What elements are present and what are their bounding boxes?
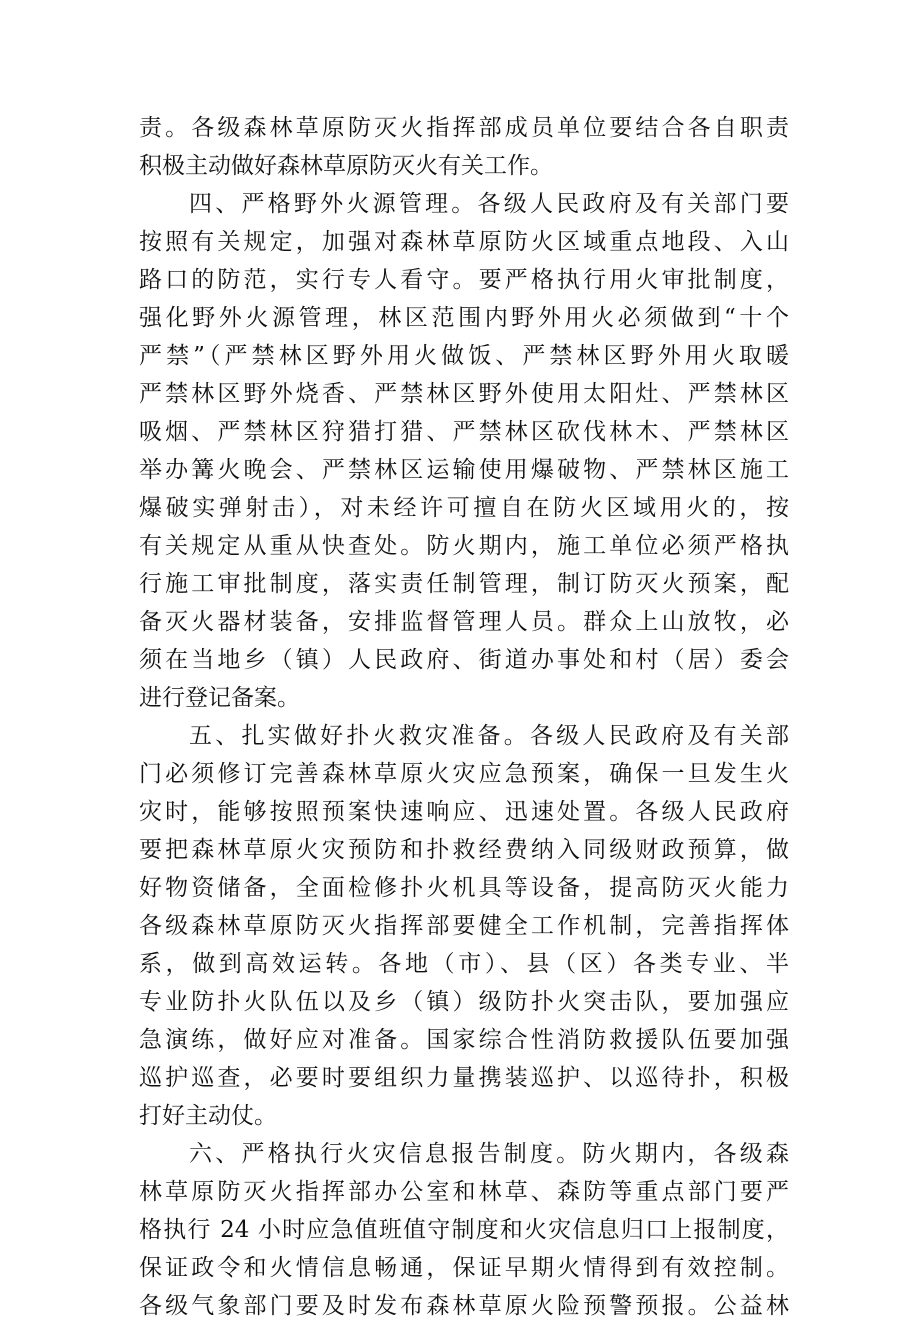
text-line: 林草原防灭火指挥部办公室和林草、森防等重点部门要严 <box>139 1179 789 1205</box>
text-line: 严禁”（严禁林区野外用火做饭、严禁林区野外用火取暖 <box>139 343 789 369</box>
text-line: 格执行 24 小时应急值班值守制度和火灾信息归口上报制度， <box>139 1217 789 1243</box>
paragraph <box>139 717 789 1135</box>
text-line: 备灭火器材装备，安排监督管理人员。群众上山放牧，必 <box>139 609 789 635</box>
paragraph <box>139 185 789 717</box>
text-line: 要把森林草原火灾预防和扑救经费纳入同级财政预算，做 <box>139 837 789 863</box>
text-line: 专业防扑火队伍以及乡（镇）级防扑火突击队，要加强应 <box>139 989 789 1015</box>
text-line: 进行登记备案。 <box>139 685 300 711</box>
text-line: 路口的防范，实行专人看守。要严格执行用火审批制度， <box>139 267 789 293</box>
text-line: 打好主动仗。 <box>139 1103 277 1129</box>
text-line: 巡护巡查，必要时要组织力量携装巡护、以巡待扑，积极 <box>139 1065 789 1091</box>
text-line: 举办篝火晚会、严禁林区运输使用爆破物、严禁林区施工 <box>139 457 789 483</box>
text-line: 五、扎实做好扑火救灾准备。各级人民政府及有关部 <box>189 723 789 749</box>
text-line: 严禁林区野外烧香、严禁林区野外使用太阳灶、严禁林区 <box>139 381 789 407</box>
text-line: 责。各级森林草原防灭火指挥部成员单位要结合各自职责 <box>139 115 789 141</box>
text-line: 急演练，做好应对准备。国家综合性消防救援队伍要加强 <box>139 1027 789 1053</box>
paragraph <box>139 109 789 185</box>
text-line: 有关规定从重从快查处。防火期内，施工单位必须严格执 <box>139 533 789 559</box>
text-line: 须在当地乡（镇）人民政府、街道办事处和村（居）委会 <box>139 647 789 673</box>
text-line: 四、严格野外火源管理。各级人民政府及有关部门要 <box>189 191 789 217</box>
text-line: 系，做到高效运转。各地（市）、县（区）各类专业、半 <box>139 951 789 977</box>
text-line: 各级森林草原防灭火指挥部要健全工作机制，完善指挥体 <box>139 913 789 939</box>
text-line: 门必须修订完善森林草原火灾应急预案，确保一旦发生火 <box>139 761 789 787</box>
text-line: 积极主动做好森林草原防灭火有关工作。 <box>139 153 553 179</box>
text-line: 好物资储备，全面检修扑火机具等设备，提高防灭火能力 <box>139 875 789 901</box>
text-line: 灾时，能够按照预案快速响应、迅速处置。各级人民政府 <box>139 799 789 825</box>
text-line: 六、严格执行火灾信息报告制度。防火期内，各级森 <box>189 1141 789 1167</box>
text-line: 行施工审批制度，落实责任制管理，制订防灭火预案，配 <box>139 571 789 597</box>
text-line: 各级气象部门要及时发布森林草原火险预警预报。公益林 <box>139 1293 789 1319</box>
text-line: 吸烟、严禁林区狩猎打猎、严禁林区砍伐林木、严禁林区 <box>139 419 789 445</box>
paragraph <box>139 1135 789 1325</box>
text-line: 按照有关规定，加强对森林草原防火区域重点地段、入山 <box>139 229 789 255</box>
text-line: 爆破实弹射击），对未经许可擅自在防火区域用火的，按 <box>139 495 789 521</box>
document-body <box>139 109 789 1325</box>
text-line: 保证政令和火情信息畅通，保证早期火情得到有效控制。 <box>139 1255 789 1281</box>
text-line: 强化野外火源管理，林区范围内野外用火必须做到“十个 <box>139 305 789 331</box>
